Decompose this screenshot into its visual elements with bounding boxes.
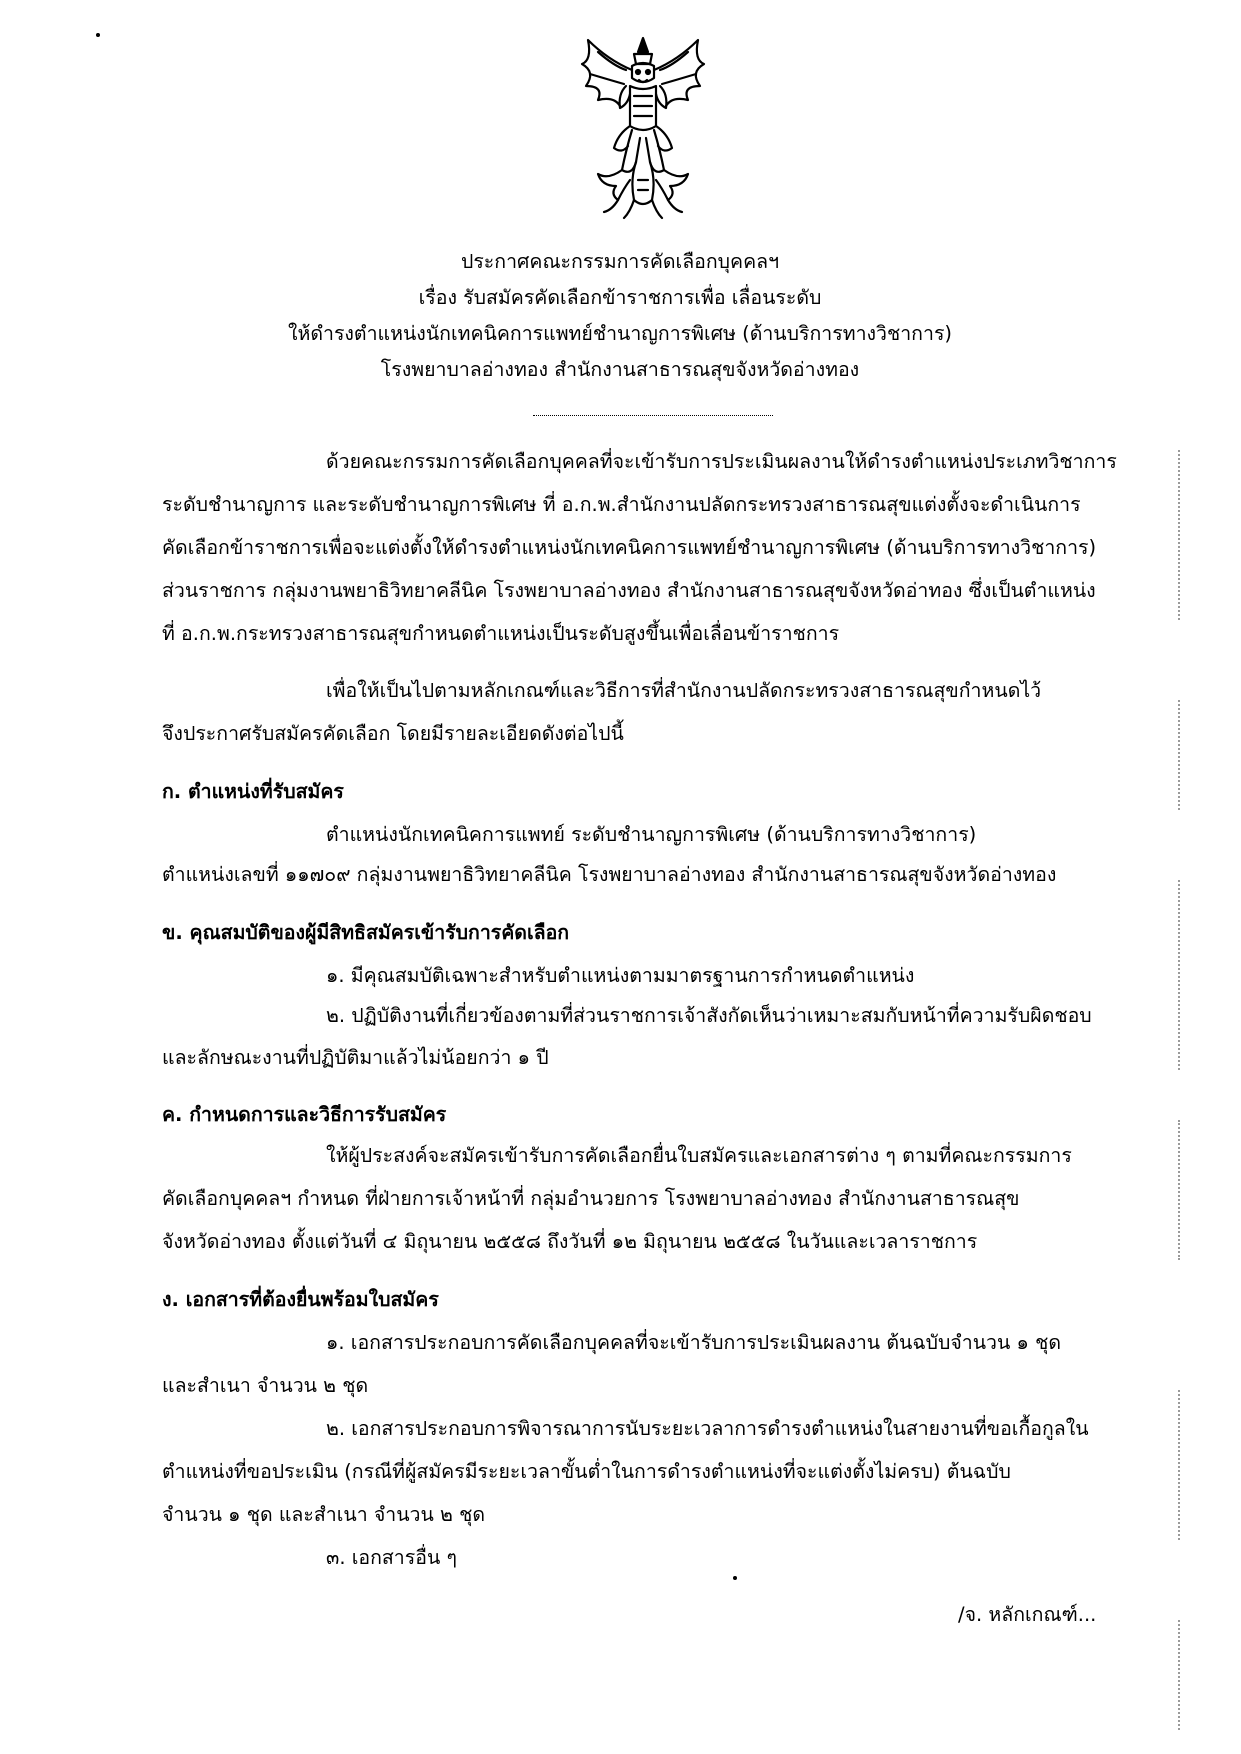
section-d-item: จำนวน ๑ ชุด และสำเนา จำนวน ๒ ชุด: [162, 1503, 485, 1526]
section-d-item: ๒. เอกสารประกอบการพิจารณาการนับระยะเวลาการดำรงตำแหน่งในสายงานที่ขอเกื้อกูลใน: [326, 1417, 1089, 1440]
section-d-title: ง. เอกสารที่ต้องยื่นพร้อมใบสมัคร: [162, 1288, 439, 1311]
title-divider: [533, 415, 773, 416]
scan-speck: [733, 1576, 737, 1580]
section-a-title: ก. ตำแหน่งที่รับสมัคร: [162, 780, 344, 803]
continuation-note: /จ. หลักเกณฑ์...: [958, 1603, 1097, 1626]
announcement-title: ประกาศคณะกรรมการคัดเลือกบุคคลฯ: [460, 250, 780, 273]
section-b-title: ข. คุณสมบัติของผู้มีสิทธิสมัครเข้ารับการคัดเลือก: [162, 921, 570, 944]
announcement-position: ให้ดำรงตำแหน่งนักเทคนิคการแพทย์ชำนาญการพิเศษ (ด้านบริการทางวิชาการ): [287, 322, 953, 345]
section-d-item: ตำแหน่งที่ขอประเมิน (กรณีที่ผู้สมัครมีระยะเวลาขั้นต่ำในการดำรงตำแหน่งที่จะแต่งตั้งไม่ครบ) ต้นฉบับ: [162, 1460, 1011, 1483]
section-d-item: และสำเนา จำนวน ๒ ชุด: [162, 1374, 369, 1397]
section-d-item: ๓. เอกสารอื่น ๆ: [326, 1546, 457, 1569]
section-c-line: ให้ผู้ประสงค์จะสมัครเข้ารับการคัดเลือกยื่นใบสมัครและเอกสารต่าง ๆ ตามที่คณะกรรมการ: [326, 1144, 1072, 1167]
section-d-item: ๑. เอกสารประกอบการคัดเลือกบุคคลที่จะเข้ารับการประเมินผลงาน ต้นฉบับจำนวน ๑ ชุด: [326, 1331, 1062, 1354]
scan-speck: [96, 33, 100, 37]
section-a-line: ตำแหน่งเลขที่ ๑๑๗๐๙ กลุ่มงานพยาธิวิทยาคลีนิค โรงพยาบาลอ่างทอง สำนักงานสาธารณสุขจังหวัดอ่างทอง: [162, 863, 1057, 886]
intro-paragraph-line: คัดเลือกข้าราชการเพื่อจะแต่งตั้งให้ดำรงตำแหน่งนักเทคนิคการแพทย์ชำนาญการพิเศษ (ด้านบริการทางวิชาการ): [162, 536, 1097, 559]
section-c-title: ค. กำหนดการและวิธีการรับสมัคร: [162, 1103, 447, 1126]
intro-paragraph-line: ที่ อ.ก.พ.กระทรวงสาธารณสุขกำหนดตำแหน่งเป็นระดับสูงขึ้นเพื่อเลื่อนข้าราชการ: [162, 622, 840, 645]
section-b-item: และลักษณะงานที่ปฏิบัติมาแล้วไม่น้อยกว่า ๑ ปี: [162, 1046, 549, 1069]
scan-edge-mark: [1178, 1390, 1180, 1540]
section-c-line: จังหวัดอ่างทอง ตั้งแต่วันที่ ๔ มิถุนายน ๒๕๕๘ ถึงวันที่ ๑๒ มิถุนายน ๒๕๕๘ ในวันและเวลาราชการ: [162, 1230, 978, 1253]
section-a-line: ตำแหน่งนักเทคนิคการแพทย์ ระดับชำนาญการพิเศษ (ด้านบริการทางวิชาการ): [326, 823, 977, 846]
garuda-emblem-icon: [568, 30, 718, 230]
intro-paragraph-line: ระดับชำนาญการ และระดับชำนาญการพิเศษ ที่ อ.ก.พ.สำนักงานปลัดกระทรวงสาธารณสุขแต่งตั้งจะดำเนินการ: [162, 493, 1081, 516]
purpose-paragraph-line: เพื่อให้เป็นไปตามหลักเกณฑ์และวิธีการที่สำนักงานปลัดกระทรวงสาธารณสุขกำหนดไว้: [326, 679, 1042, 702]
intro-paragraph-line: ส่วนราชการ กลุ่มงานพยาธิวิทยาคลีนิค โรงพยาบาลอ่างทอง สำนักงานสาธารณสุขจังหวัดอ่าทอง ซึ่งเป็นตำแหน่ง: [162, 579, 1096, 602]
purpose-paragraph-line: จึงประกาศรับสมัครคัดเลือก โดยมีรายละเอียดดังต่อไปนี้: [162, 722, 624, 745]
announcement-subject: เรื่อง รับสมัครคัดเลือกข้าราชการเพื่อ เลื่อนระดับ: [418, 286, 822, 309]
announcement-agency: โรงพยาบาลอ่างทอง สำนักงานสาธารณสุขจังหวัดอ่างทอง: [380, 358, 860, 381]
scan-edge-mark: [1178, 700, 1180, 810]
scan-edge-mark: [1178, 880, 1180, 1070]
section-b-item: ๒. ปฏิบัติงานที่เกี่ยวข้องตามที่ส่วนราชการเจ้าสังกัดเห็นว่าเหมาะสมกับหน้าที่ความรับผิดชอบ: [326, 1004, 1092, 1027]
scan-edge-mark: [1178, 1120, 1180, 1260]
intro-paragraph-line: ด้วยคณะกรรมการคัดเลือกบุคคลที่จะเข้ารับการประเมินผลงานให้ดำรงตำแหน่งประเภทวิชาการ: [326, 450, 1117, 473]
section-c-line: คัดเลือกบุคคลฯ กำหนด ที่ฝ่ายการเจ้าหน้าที่ กลุ่มอำนวยการ โรงพยาบาลอ่างทอง สำนักงานสาธารณสุข: [162, 1187, 1020, 1210]
scan-edge-mark: [1178, 1620, 1180, 1730]
section-b-item: ๑. มีคุณสมบัติเฉพาะสำหรับตำแหน่งตามมาตรฐานการกำหนดตำแหน่ง: [326, 964, 915, 987]
scan-edge-mark: [1178, 450, 1180, 620]
